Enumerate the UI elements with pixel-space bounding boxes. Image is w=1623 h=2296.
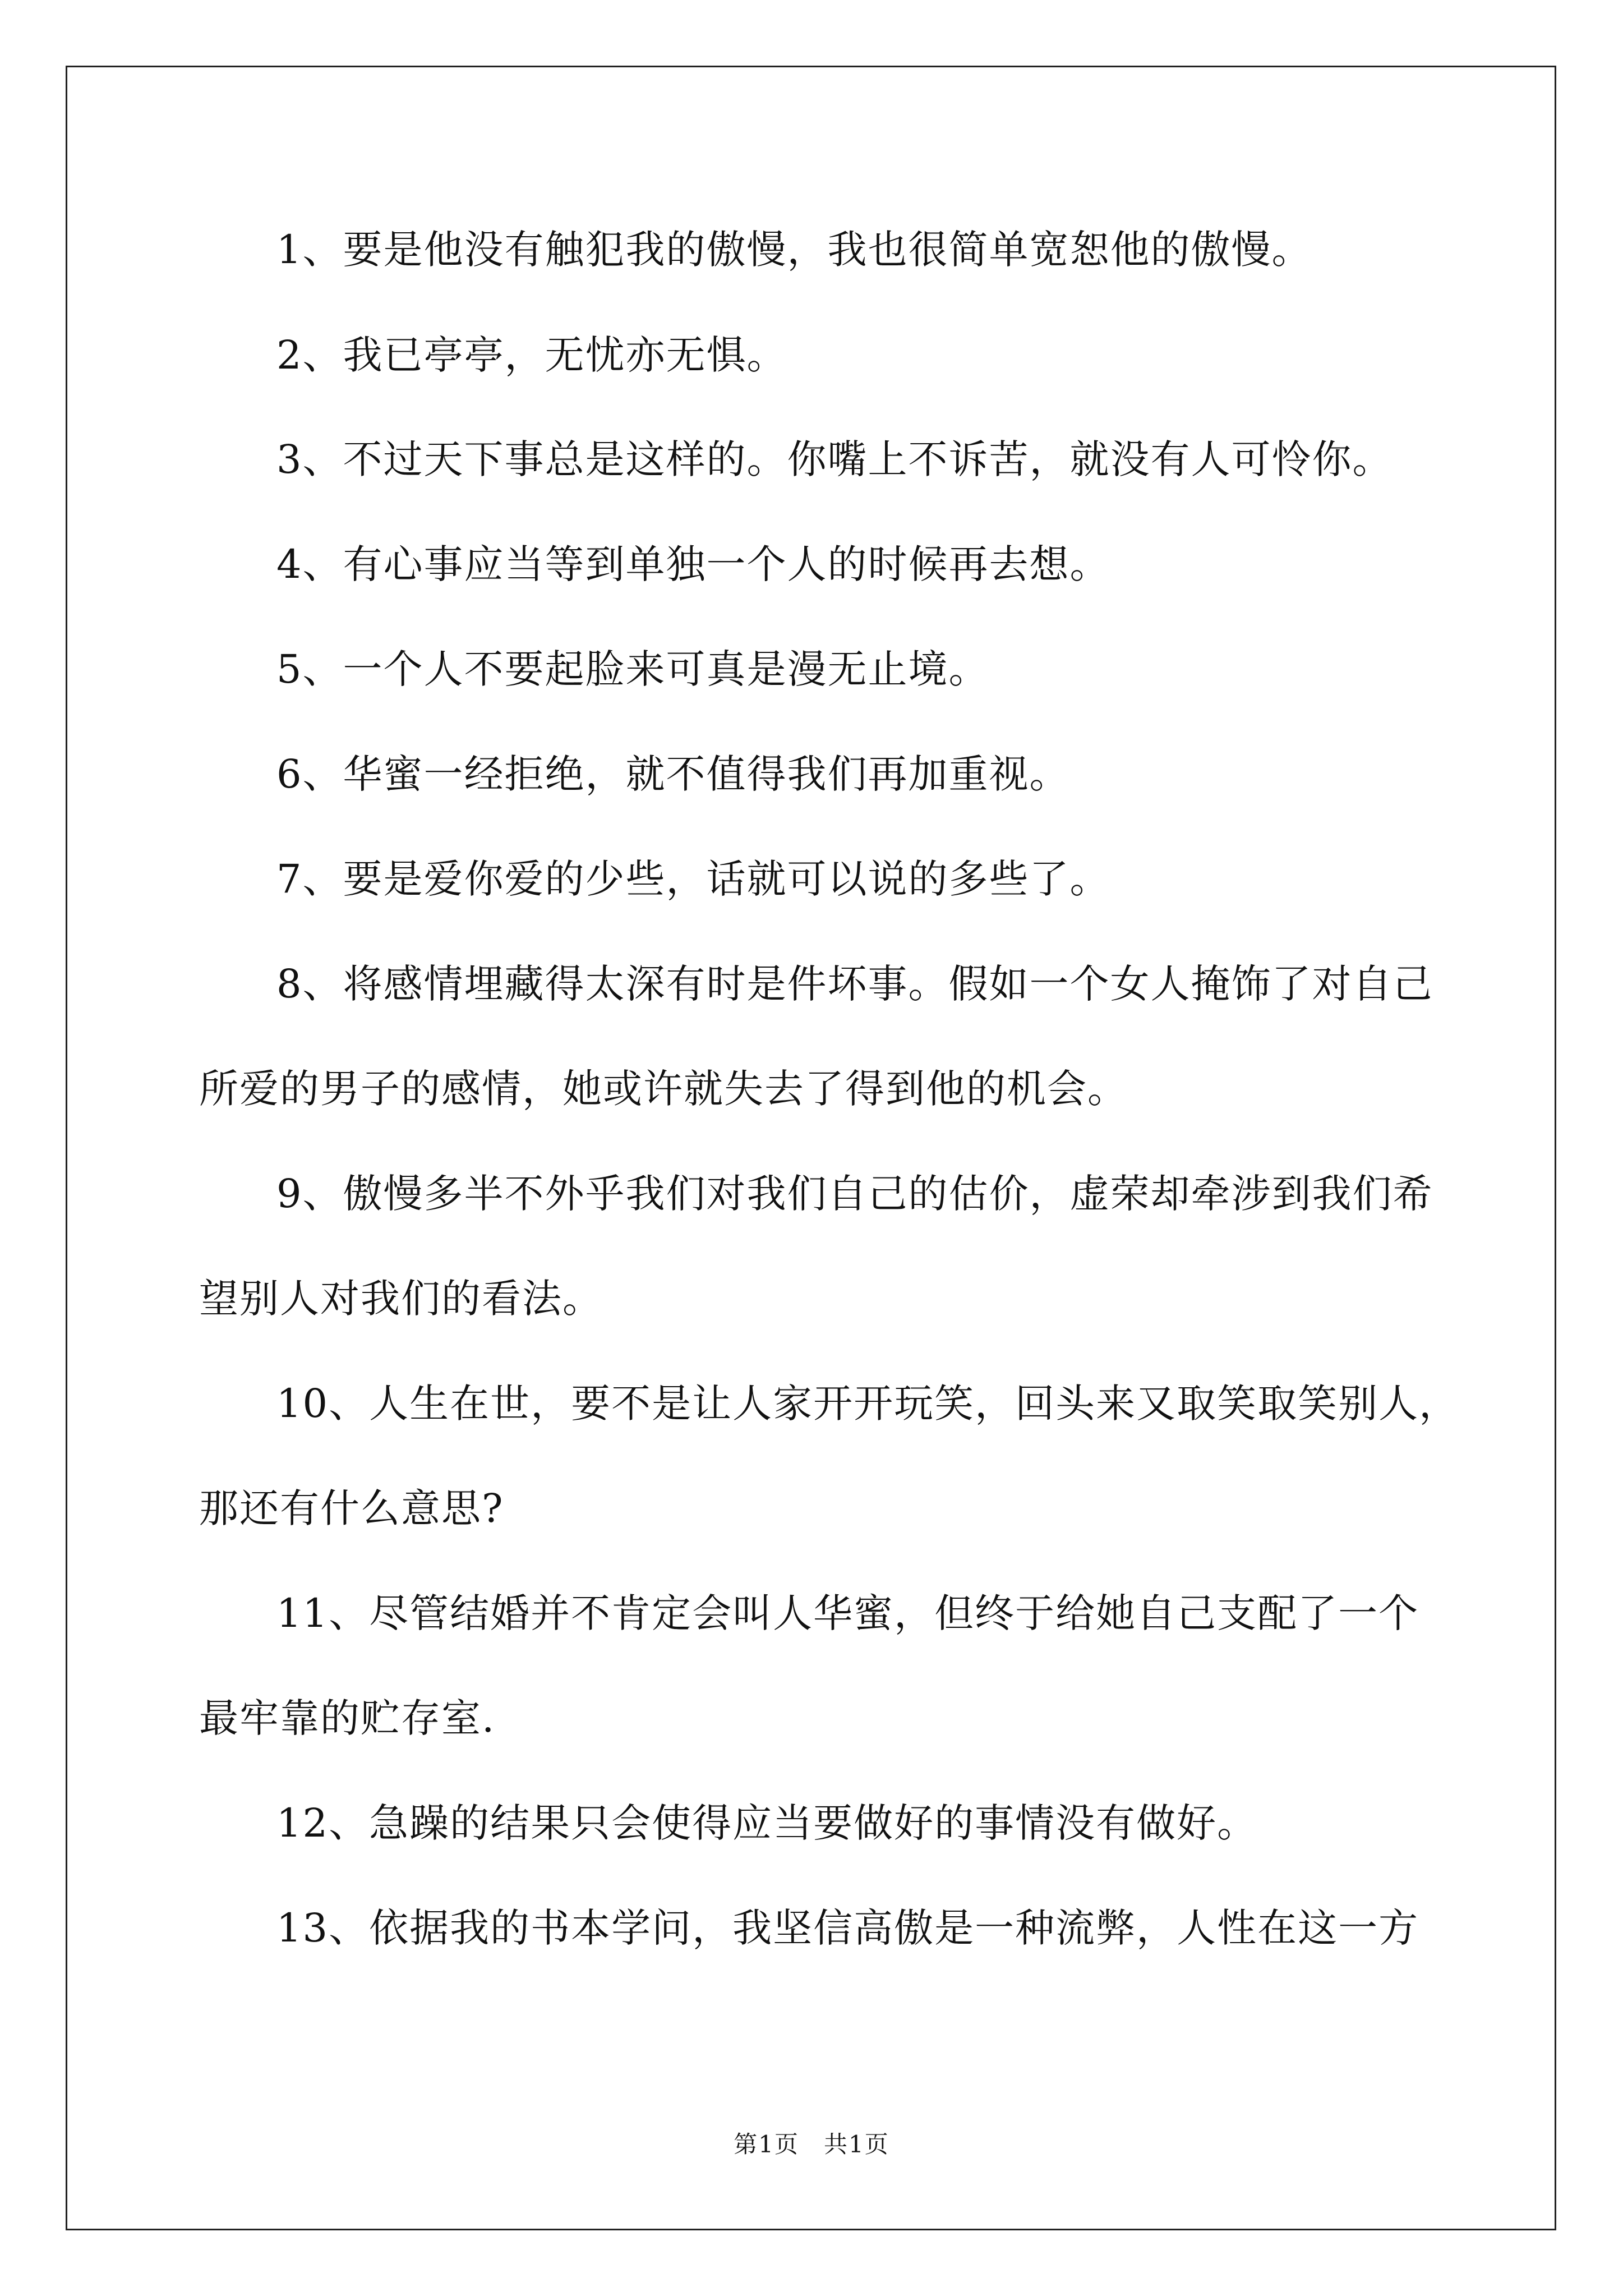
paragraph-10-line-1: 10、人生在世，要不是让人家开开玩笑，回头来又取笑取笑别人，	[276, 1381, 1460, 1427]
page-number-footer: 第1页 共1页	[734, 2131, 889, 2158]
paragraph-9-line-2: 望别人对我们的看法。	[199, 1276, 603, 1322]
paragraph-10-line-2: 那还有什么意思?	[199, 1485, 504, 1531]
paragraph-4-line-1: 4、有心事应当等到单独一个人的时候再去想。	[276, 541, 1110, 587]
paragraph-6-line-1: 6、华蜜一经拒绝，就不值得我们再加重视。	[276, 751, 1070, 797]
paragraph-8-line-1: 8、将感情埋藏得太深有时是件坏事。假如一个女人掩饰了对自己	[276, 961, 1433, 1007]
paragraph-12-line-1: 12、急躁的结果只会使得应当要做好的事情没有做好。	[276, 1800, 1258, 1846]
paragraph-7-line-1: 7、要是爱你爱的少些，话就可以说的多些了。	[276, 856, 1110, 902]
paragraph-13-line-1: 13、依据我的书本学问，我坚信高傲是一种流弊，人性在这一方	[276, 1905, 1419, 1951]
paragraph-2-line-1: 2、我已亭亭，无忧亦无惧。	[276, 332, 787, 378]
paragraph-5-line-1: 5、一个人不要起脸来可真是漫无止境。	[276, 646, 989, 692]
paragraph-11-line-1: 11、尽管结婚并不肯定会叫人华蜜，但终于给她自己支配了一个	[276, 1590, 1419, 1636]
paragraph-3-line-1: 3、不过天下事总是这样的。你嘴上不诉苦，就没有人可怜你。	[276, 436, 1393, 482]
paragraph-9-line-1: 9、傲慢多半不外乎我们对我们自己的估价，虚荣却牵涉到我们希	[276, 1171, 1433, 1217]
paragraph-8-line-2: 所爱的男子的感情，她或许就失去了得到他的机会。	[199, 1066, 1128, 1112]
paragraph-1-line-1: 1、要是他没有触犯我的傲慢，我也很简单宽恕他的傲慢。	[276, 227, 1312, 273]
paragraph-11-line-2: 最牢靠的贮存室.	[199, 1695, 496, 1741]
